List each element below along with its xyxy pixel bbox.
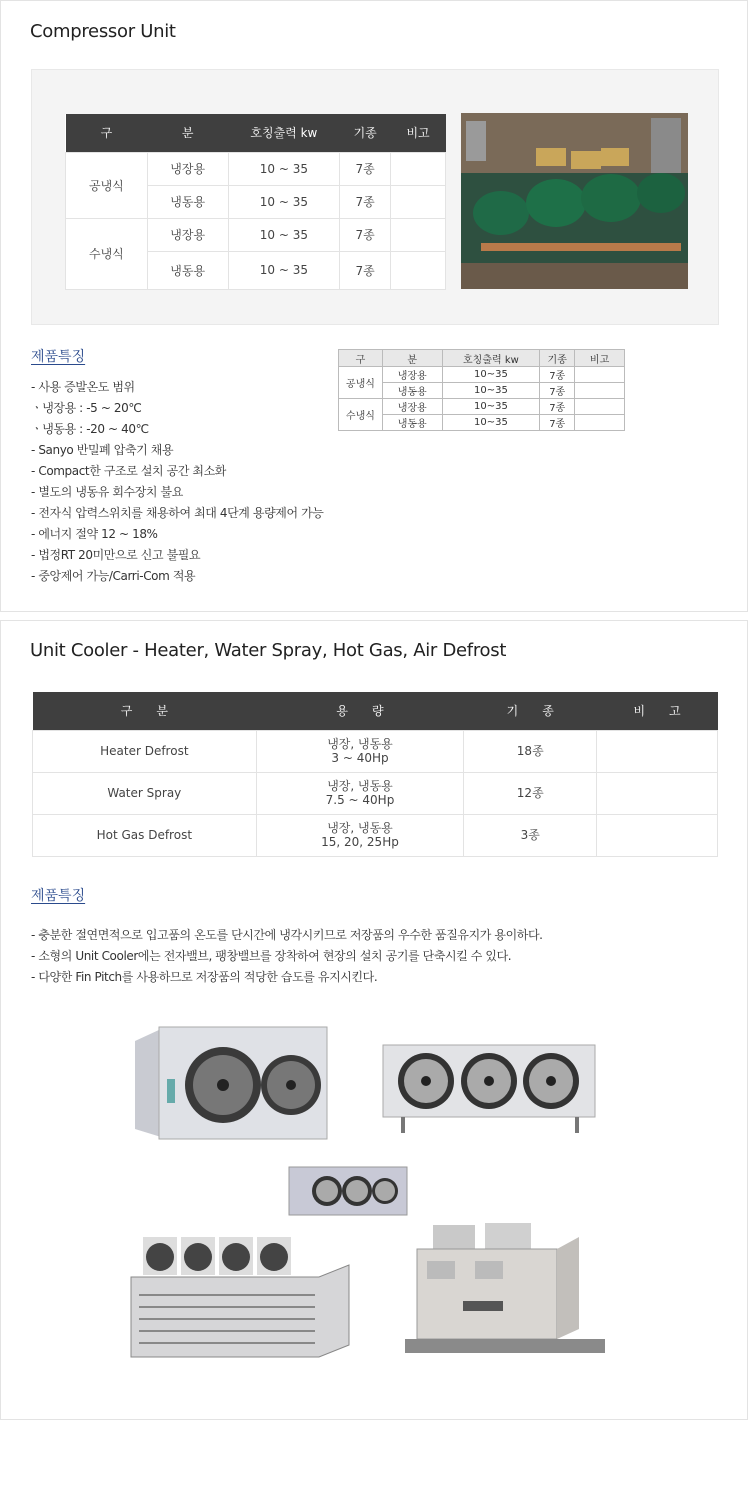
unit-cooler-image-1	[131, 1019, 331, 1147]
group-cell: 공냉식	[66, 152, 148, 218]
list-item: - 법정RT 20미만으로 신고 불필요	[31, 548, 201, 562]
table-row	[339, 415, 625, 431]
output-cell: 10 ~ 35	[228, 185, 340, 218]
output-cell: 10~35	[442, 415, 540, 431]
table-row	[339, 367, 625, 383]
type-cell: 냉장용	[147, 218, 228, 251]
models-cell: 18종	[464, 730, 597, 772]
cooler-title: Unit Cooler - Heater, Water Spray, Hot Gas, Air Defrost	[30, 640, 507, 661]
list-item: ㆍ냉동용 : -20 ~ 40℃	[31, 422, 149, 436]
type-cell: 냉장용	[382, 367, 442, 383]
header-note: 비고	[391, 114, 446, 152]
note-cell	[391, 185, 446, 218]
compressor-small-table	[338, 349, 625, 431]
unit-cooler-image-4	[129, 1235, 361, 1367]
models-cell: 7종	[540, 383, 575, 399]
output-cell: 10 ~ 35	[228, 218, 340, 251]
type-cell: 냉동용	[147, 251, 228, 289]
capacity-line: 7.5 ~ 40Hp	[325, 793, 395, 807]
type-cell: 냉동용	[382, 415, 442, 431]
models-cell: 12종	[464, 772, 597, 814]
list-item: - 충분한 절연면적으로 입고품의 온도를 단시간에 냉각시키므로 저장품의 우수한 품질유지가 용이하다.	[31, 928, 543, 942]
note-cell	[597, 772, 718, 814]
name-cell: Water Spray	[33, 772, 257, 814]
compressor-spec-table	[65, 114, 446, 290]
type-cell: 냉동용	[147, 185, 228, 218]
unit-cooler-image-5	[403, 1221, 613, 1367]
name-cell: Heater Defrost	[33, 730, 257, 772]
models-cell: 7종	[340, 152, 391, 185]
small-header-models: 기종	[540, 350, 575, 367]
list-item: - 에너지 절약 12 ~ 18%	[31, 527, 158, 541]
note-cell	[597, 814, 718, 856]
list-item: - 사용 증발온도 범위	[31, 380, 135, 394]
small-header-note: 비고	[575, 350, 625, 367]
table-row	[66, 218, 446, 251]
small-header-output: 호칭출력 kw	[442, 350, 540, 367]
list-item: - 중앙제어 가능/Carri-Com 적용	[31, 569, 196, 583]
cooler-features-list	[31, 925, 543, 988]
header-gu: 구	[66, 114, 148, 152]
models-cell: 7종	[540, 367, 575, 383]
models-cell: 3종	[464, 814, 597, 856]
small-header-bun: 분	[382, 350, 442, 367]
cooler-features-title: 제품특징	[31, 888, 86, 904]
note-cell	[575, 383, 625, 399]
models-cell: 7종	[540, 415, 575, 431]
note-cell	[391, 152, 446, 185]
table-row	[33, 730, 718, 772]
name-cell: Hot Gas Defrost	[33, 814, 257, 856]
header-models: 기종	[340, 114, 391, 152]
capacity-cell	[256, 772, 464, 814]
models-cell: 7종	[340, 251, 391, 289]
type-cell: 냉장용	[147, 152, 228, 185]
output-cell: 10~35	[442, 367, 540, 383]
table-row	[339, 383, 625, 399]
compressor-title: Compressor Unit	[30, 21, 176, 42]
cooler-header-capacity: 용 량	[256, 692, 464, 730]
output-cell: 10~35	[442, 383, 540, 399]
cooler-header-note: 비 고	[597, 692, 718, 730]
type-cell: 냉장용	[382, 399, 442, 415]
table-row	[339, 399, 625, 415]
models-cell: 7종	[340, 185, 391, 218]
compressor-photo	[461, 113, 688, 289]
note-cell	[575, 367, 625, 383]
header-bun: 분	[147, 114, 228, 152]
models-cell: 7종	[340, 218, 391, 251]
compressor-features-title: 제품특징	[31, 349, 86, 365]
models-cell: 7종	[540, 399, 575, 415]
capacity-line: 냉장, 냉동용	[327, 737, 393, 751]
type-cell: 냉동용	[382, 383, 442, 399]
capacity-line: 냉장, 냉동용	[327, 821, 393, 835]
cooler-spec-table	[32, 692, 718, 857]
small-header-gu: 구	[339, 350, 383, 367]
cooler-panel	[0, 620, 748, 1420]
capacity-line: 3 ~ 40Hp	[331, 751, 389, 765]
table-row	[33, 814, 718, 856]
list-item: - 소형의 Unit Cooler에는 전자밸브, 팽창밸브를 장착하여 현장의 설치 공기를 단축시킬 수 있다.	[31, 949, 512, 963]
group-cell: 공냉식	[339, 367, 383, 399]
note-cell	[575, 415, 625, 431]
list-item: - 별도의 냉동유 회수장치 불요	[31, 485, 183, 499]
note-cell	[391, 218, 446, 251]
compressor-panel	[0, 0, 748, 612]
list-item: - 전자식 압력스위치를 채용하여 최대 4단계 용량제어 가능	[31, 506, 324, 520]
unit-cooler-image-3	[287, 1161, 409, 1223]
output-cell: 10~35	[442, 399, 540, 415]
table-row	[66, 152, 446, 185]
unit-cooler-image-2	[381, 1039, 599, 1139]
capacity-line: 15, 20, 25Hp	[321, 835, 399, 849]
capacity-cell	[256, 730, 464, 772]
output-cell: 10 ~ 35	[228, 152, 340, 185]
list-item: - Sanyo 반밀폐 압축기 채용	[31, 443, 174, 457]
output-cell: 10 ~ 35	[228, 251, 340, 289]
group-cell: 수냉식	[339, 399, 383, 431]
list-item: - Compact한 구조로 설치 공간 최소화	[31, 464, 226, 478]
cooler-header-gu: 구 분	[33, 692, 257, 730]
table-row	[33, 772, 718, 814]
cooler-header-models: 기 종	[464, 692, 597, 730]
capacity-line: 냉장, 냉동용	[327, 779, 393, 793]
header-output: 호칭출력 kw	[228, 114, 340, 152]
list-item: ㆍ냉장용 : -5 ~ 20℃	[31, 401, 142, 415]
note-cell	[391, 251, 446, 289]
note-cell	[575, 399, 625, 415]
note-cell	[597, 730, 718, 772]
capacity-cell	[256, 814, 464, 856]
list-item: - 다양한 Fin Pitch를 사용하므로 저장품의 적당한 습도를 유지시킨다.	[31, 970, 378, 984]
group-cell: 수냉식	[66, 218, 148, 289]
compressor-features-list	[31, 377, 323, 587]
compressor-spec-box	[31, 69, 719, 325]
